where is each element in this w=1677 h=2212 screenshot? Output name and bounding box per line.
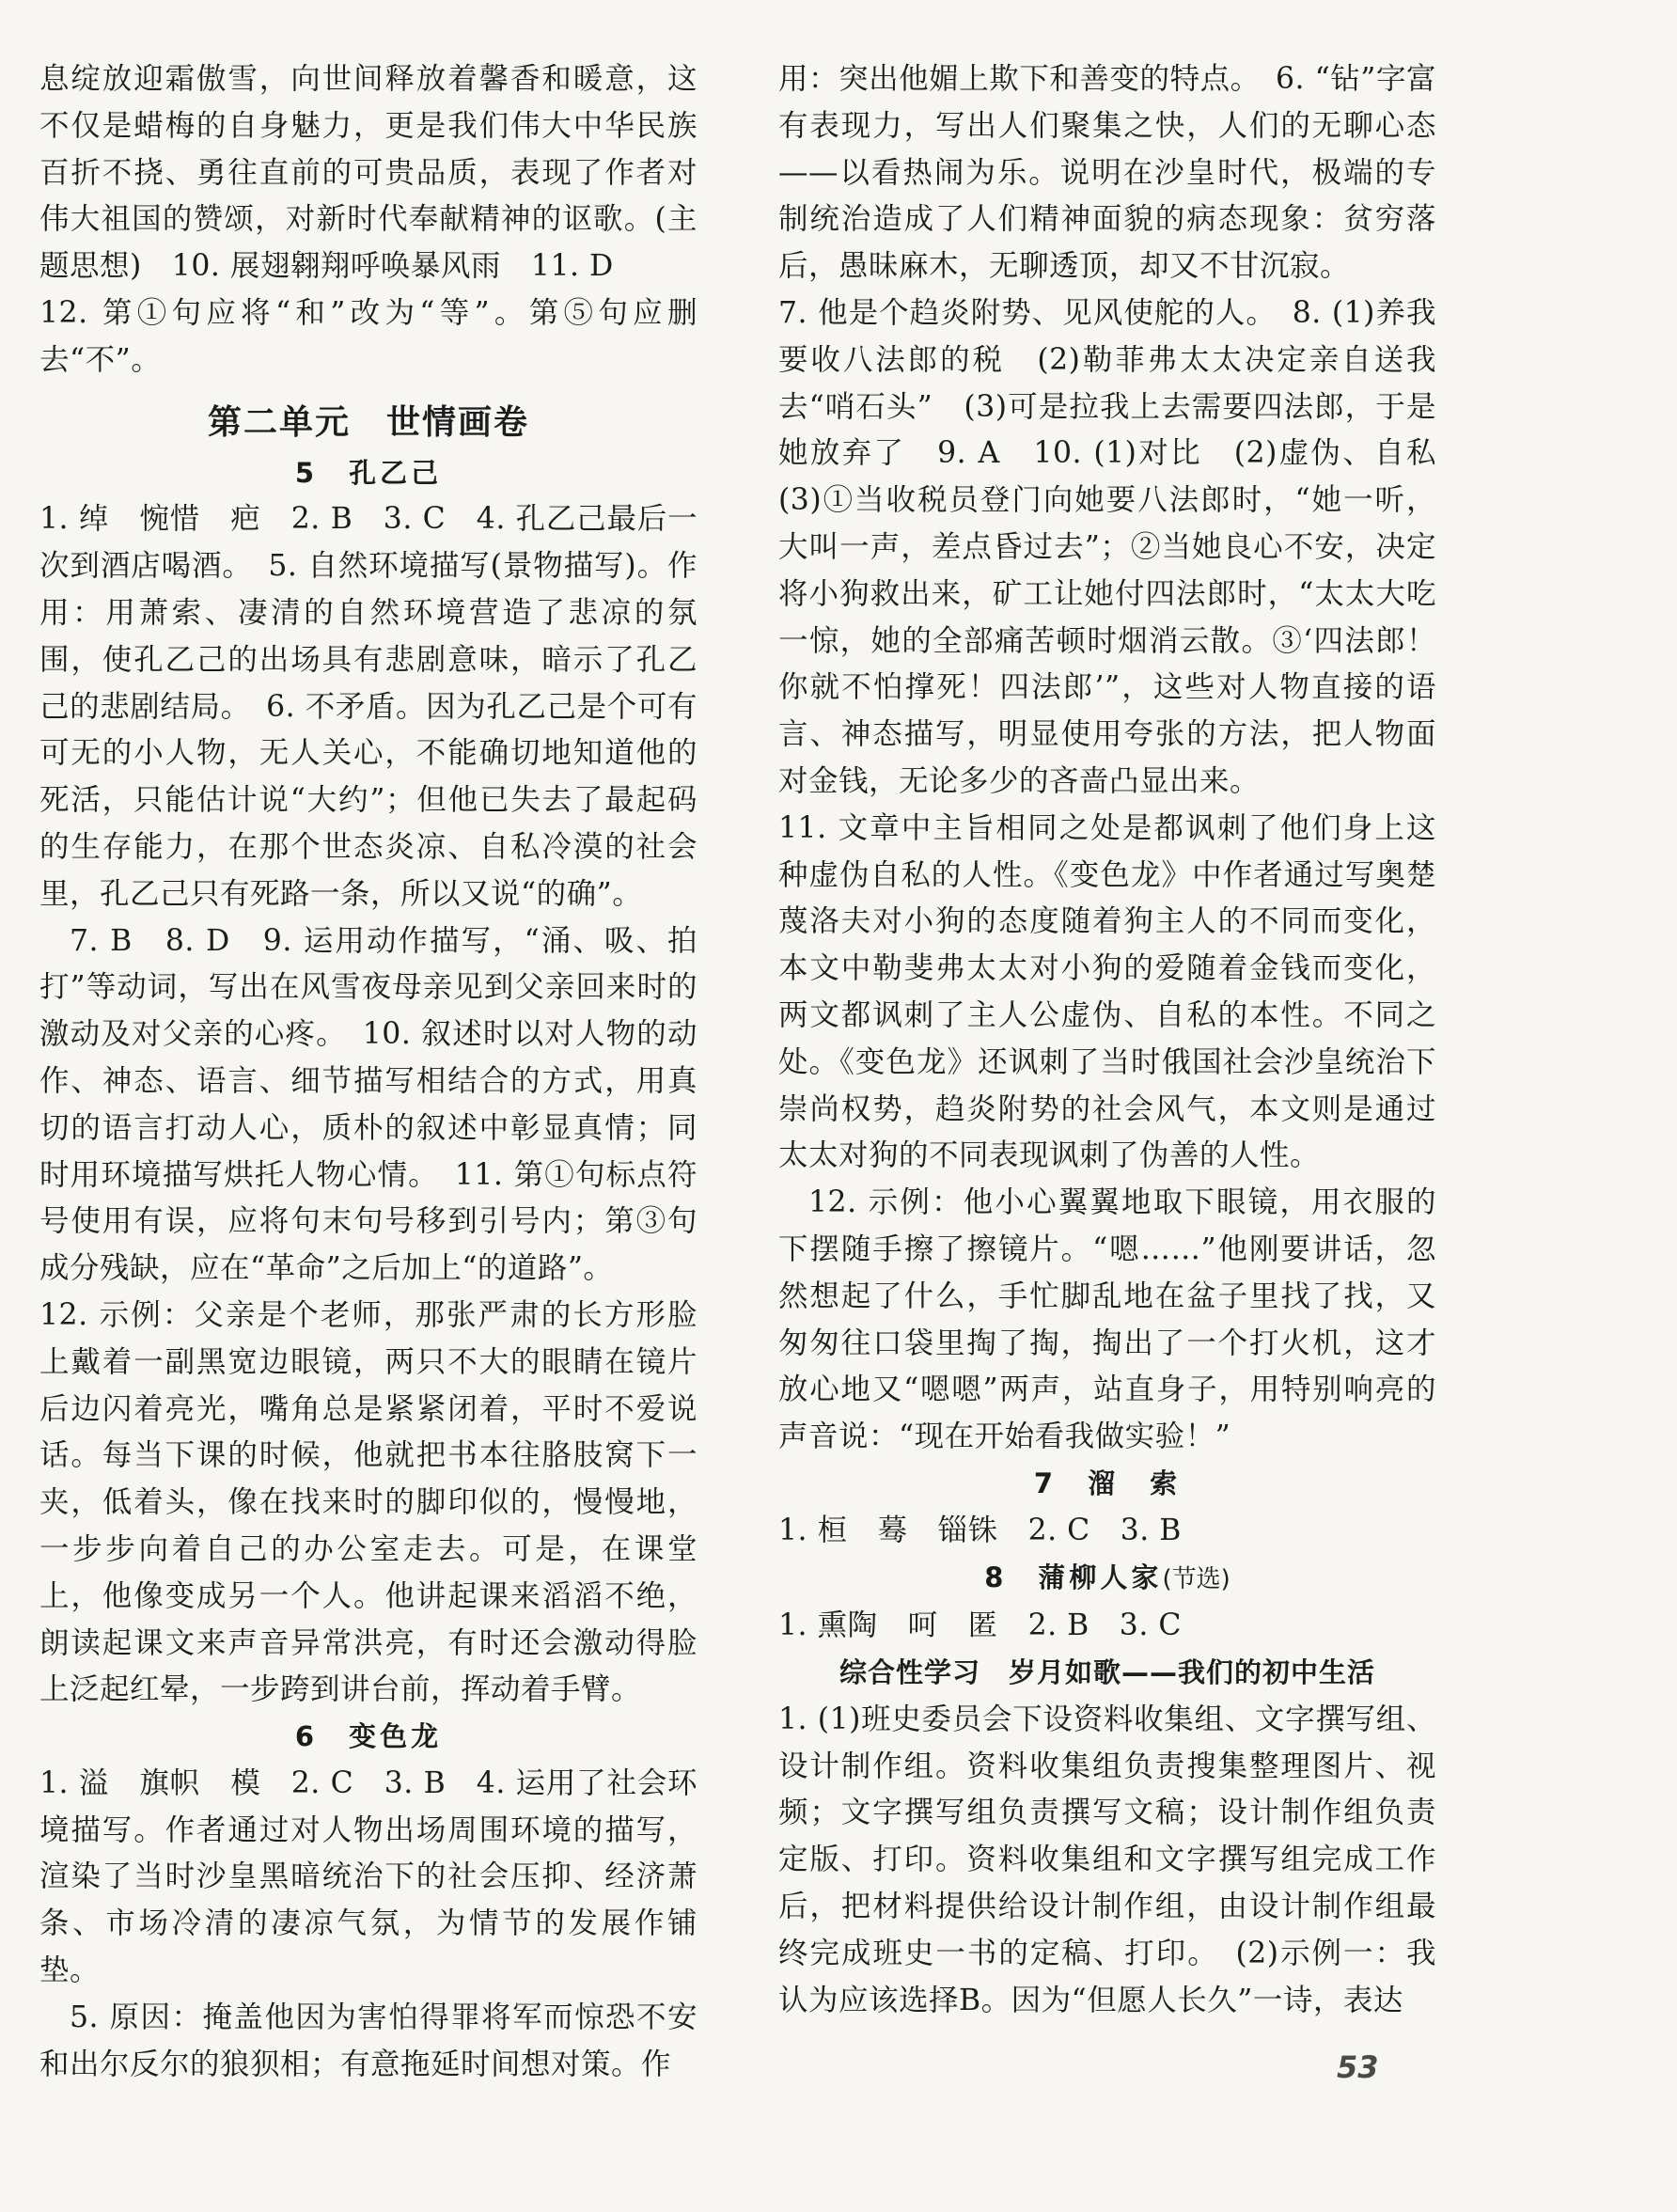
left-column (39, 56, 697, 2088)
lesson5-paragraph-2: 7. B 8. D 9. 运用动作描写，“涌、吸、拍打”等动词，写出在风雪夜母亲见到父亲回来时的激动及对父亲的心疼。 10. 叙述时以对人物的动作、神态、语言、细节描写相结合的方式，用真切的语言打动人心，质朴的叙述中彰显真情；同时用环境描写烘托人物心情。 11. 第①句标点符号使用有误，应将句末句号移到引号内；第③句成分残缺，应在“革命”之后加上“的道路”。 (39, 923, 697, 1286)
intro-paragraph-2: 12. 第①句应将“和”改为“等”。第⑤句应删去“不”。 (39, 295, 697, 377)
lesson5-paragraph-3: 12. 示例：父亲是个老师，那张严肃的长方形脸上戴着一副黑宽边眼镜，两只不大的眼睛在镜片后边闪着亮光，嘴角总是紧紧闭着，平时不爱说话。每当下课的时候，他就把书本往胳肢窝下一夹，低着头，像在找来时的脚印似的，慢慢地，一步步向着自己的办公室走去。可是，在课堂上，他像变成另一个人。他讲起课来滔滔不绝，朗读起课文来声音异常洪亮，有时还会激动得脸上泛起红晕，一步跨到讲台前，挥动着手臂。 (39, 1297, 697, 1707)
comprehensive-paragraph: 1. (1)班史委员会下设资料收集组、文字撰写组、设计制作组。资料收集组负责搜集整理图片、视频；文字撰写组负责撰写文稿；设计制作组负责定版、打印。资料收集组和文字撰写组完成工作后，把材料提供给设计制作组，由设计制作组最终完成班史一书的定稿、打印。 (2)示例一：我认为应该选择B。因为“但愿人长久”一诗，表达 (778, 1702, 1436, 2017)
lesson7-title: 7 溜 索 (1033, 1467, 1182, 1499)
lesson5-title: 5 孔乙己 (294, 456, 443, 489)
lesson6-continued-4: 12. 示例：他小心翼翼地取下眼镜，用衣服的下摆随手擦了擦镜片。“嗯……”他刚要讲话，忽然想起了什么，手忙脚乱地在盆子里找了找，又匆匆往口袋里掏了掏，掏出了一个打火机，这才放心地又“嗯嗯”两声，站直身子，用特别响亮的声音说：“现在开始看我做实验！” (778, 1185, 1436, 1454)
lesson8-title-text: 8 蒲柳人家 (984, 1561, 1163, 1593)
right-column (778, 56, 1467, 2024)
lesson6-continued-1: 用：突出他媚上欺下和善变的特点。 6. “钻”字富有表现力，写出人们聚集之快，人们的无聊心态——以看热闹为乐。说明在沙皇时代，极端的专制统治造成了人们精神面貌的病态现象：贫穷落后，愚昧麻木，无聊透顶，却又不甘沉寂。 (778, 62, 1436, 284)
lesson8-title (778, 1555, 1436, 1604)
lesson7-answers: 1. 桓 蓦 锱铢 2. C 3. B (778, 1513, 1182, 1547)
lesson8-answers: 1. 熏陶 呵 匿 2. B 3. C (778, 1608, 1182, 1643)
lesson8-title-note: (节选) (1162, 1564, 1230, 1593)
lesson6-paragraph-2: 5. 原因：掩盖他因为害怕得罪将军而惊恐不安和出尔反尔的狼狈相；有意拖延时间想对策。作 (39, 2000, 697, 2081)
page-number: 53 (1337, 2049, 1379, 2085)
lesson6-continued-3: 11. 文章中主旨相同之处是都讽刺了他们身上这种虚伪自私的人性。《变色龙》中作者通过写奥楚蔑洛夫对小狗的态度随着狗主人的不同而变化，本文中勒斐弗太太对小狗的爱随着金钱而变化，两文都讽刺了主人公虚伪、自私的本性。不同之处。《变色龙》还讽刺了当时俄国社会沙皇统治下崇尚权势，趋炎附势的社会风气，本文则是通过太太对狗的不同表现讽刺了伪善的人性。 (778, 810, 1436, 1173)
lesson6-title: 6 变色龙 (294, 1720, 443, 1753)
unit-title: 第二单元 世情画卷 (207, 402, 529, 442)
lesson5-paragraph-1: 1. 绰 惋惜 疤 2. B 3. C 4. 孔乙己最后一次到酒店喝酒。 5. 自然环境描写(景物描写)。作用：用萧索、凄清的自然环境营造了悲凉的氛围，使孔乙己的出场具有悲剧意味，暗示了孔乙己的悲剧结局。 6. 不矛盾。因为孔乙己是个可有可无的小人物，无人关心，不能确切地知道他的死活，只能估计说“大约”；但他已失去了最起码的生存能力，在那个世态炎凉、自私冷漠的社会里，孔乙己只有死路一条，所以又说“的确”。 (39, 502, 697, 911)
lesson6-paragraph-1: 1. 溢 旗帜 模 2. C 3. B 4. 运用了社会环境描写。作者通过对人物出场周围环境的描写，渲染了当时沙皇黑暗统治下的社会压抑、经济萧条、市场冷清的凄凉气氛，为情节的发展作铺垫。 (39, 1765, 697, 1988)
lesson6-continued-2: 7. 他是个趋炎附势、见风使舵的人。 8. (1)养我要收八法郎的税 (2)勒菲弗太太决定亲自送我去“哨石头” (3)可是拉我上去需要四法郎，于是她放弃了 9. A 10. (1)对比 (2)虚伪、自私 (3)①当收税员登门向她要八法郎时，“她一听，大叫一声，差点昏过去”；②当她良心不安，决定将小狗救出来，矿工让她付四法郎时，“太太大吃一惊，她的全部痛苦顿时烟消云散。③‘四法郎！你就不怕撑死！四法郎’”，这些对人物直接的语言、神态描写，明显使用夸张的方法，把人物面对金钱，无论多少的吝啬凸显出来。 (778, 295, 1467, 798)
intro-paragraph-1: 息绽放迎霜傲雪，向世间释放着馨香和暖意，这不仅是蜡梅的自身魅力，更是我们伟大中华民族百折不挠、勇往直前的可贵品质，表现了作者对伟大祖国的赞颂，对新时代奉献精神的讴歌。(主题思想) 10. 展翅翱翔呼唤暴风雨 11. D (39, 62, 697, 284)
comprehensive-title: 综合性学习 岁月如歌——我们的初中生活 (838, 1656, 1375, 1689)
